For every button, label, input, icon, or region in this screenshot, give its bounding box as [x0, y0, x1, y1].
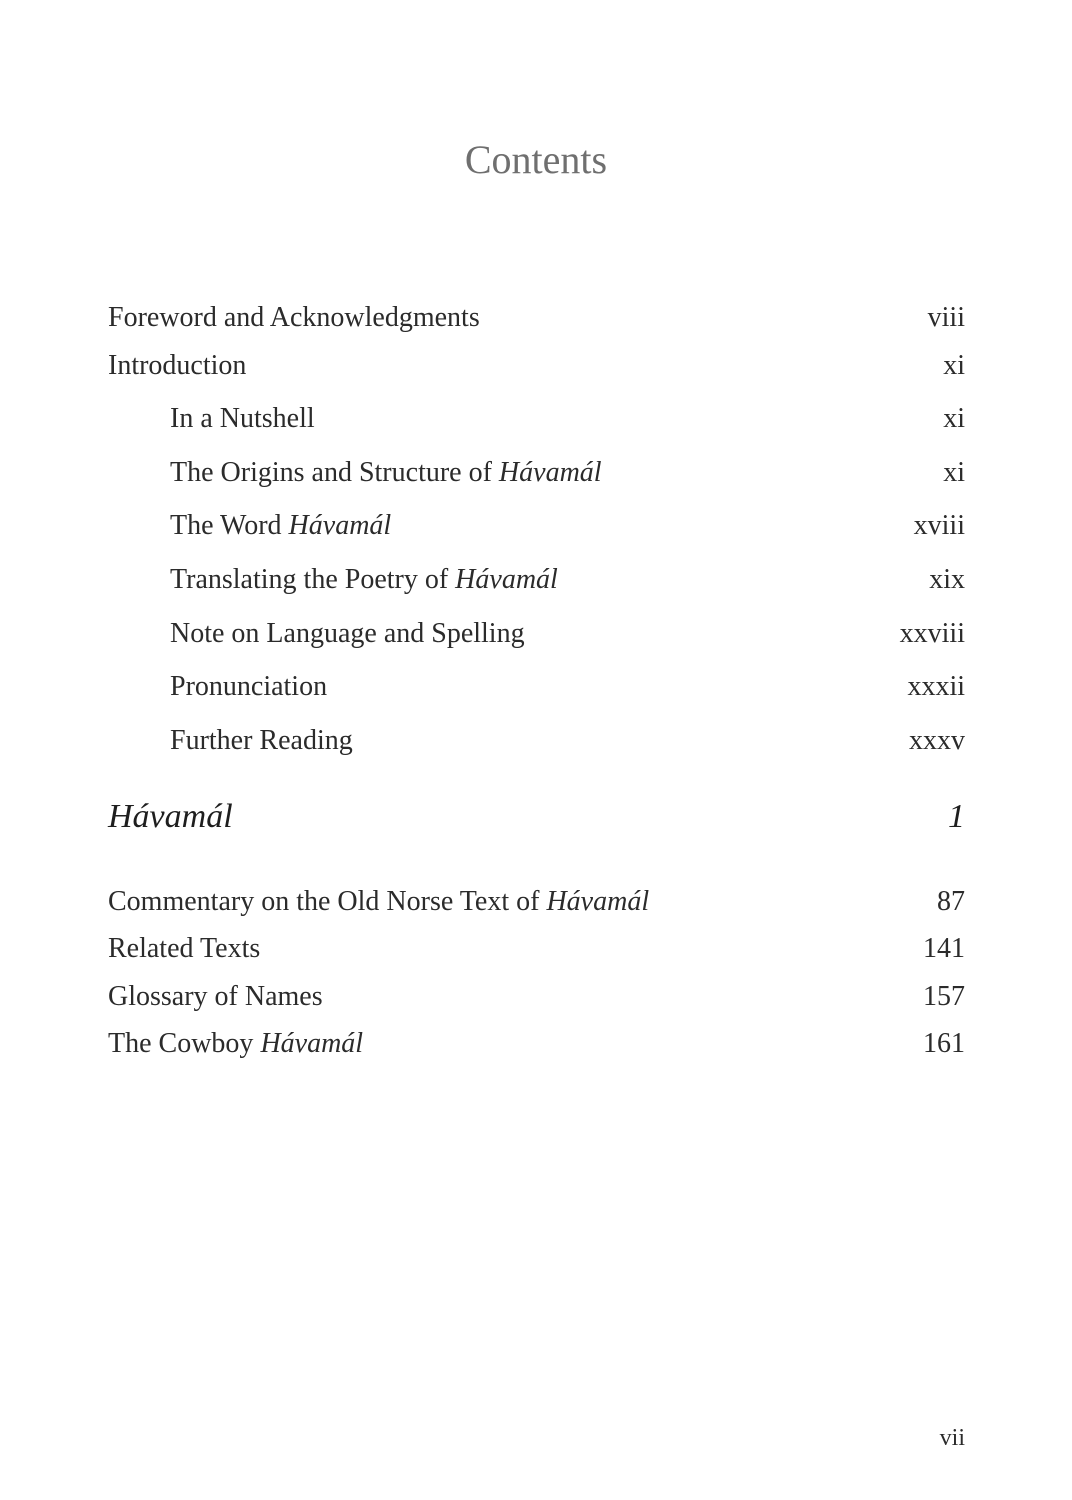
toc-entry-page-number: xviii — [913, 510, 965, 541]
toc-entry-page-number: xi — [943, 457, 965, 488]
toc-entry-page-number: xxxii — [907, 671, 965, 702]
toc-entry-introduction[interactable] — [108, 346, 965, 386]
toc-entry-label: The Cowboy Hávamál — [108, 1028, 364, 1059]
toc-entry-related-texts[interactable] — [108, 929, 965, 969]
toc-entry-page-number: 87 — [937, 886, 965, 917]
toc-entry-page-number: 141 — [923, 933, 965, 964]
toc-entry-label: Commentary on the Old Norse Text of Hávamál — [108, 886, 650, 917]
toc-entry-page-number: 157 — [923, 981, 965, 1012]
toc-entry-label: Pronunciation — [170, 671, 328, 702]
toc-entry-in-a-nutshell[interactable] — [108, 399, 965, 439]
toc-entry-pronunciation[interactable] — [108, 667, 965, 707]
toc-entry-page-number: 161 — [923, 1028, 965, 1059]
toc-entry-note-on-language[interactable] — [108, 614, 965, 654]
toc-entry-page-number: xi — [943, 350, 965, 381]
page-number-folio: vii — [939, 1425, 965, 1451]
toc-entry-label: Further Reading — [170, 725, 353, 756]
toc-entry-origins-and-structure[interactable] — [108, 453, 965, 493]
toc-entry-translating-the-poetry[interactable] — [108, 560, 965, 600]
toc-entry-label: Note on Language and Spelling — [170, 618, 525, 649]
toc-entry-the-word[interactable] — [108, 506, 965, 546]
toc-entry-havamal[interactable] — [108, 792, 965, 842]
toc-entry-cowboy-havamal[interactable] — [108, 1024, 965, 1064]
toc-entry-label: Glossary of Names — [108, 981, 323, 1012]
toc-entry-page-number: xix — [929, 564, 965, 595]
toc-entry-label: Foreword and Acknowledgments — [108, 302, 480, 333]
toc-entry-label: Introduction — [108, 350, 247, 381]
toc-entry-glossary-of-names[interactable] — [108, 977, 965, 1017]
toc-entry-page-number: viii — [927, 302, 965, 333]
toc-entry-page-number: xxxv — [909, 725, 965, 756]
toc-entry-label: In a Nutshell — [170, 403, 315, 434]
toc-entry-further-reading[interactable] — [108, 721, 965, 761]
toc-entry-page-number: xxviii — [899, 618, 965, 649]
toc-entry-label: Hávamál — [108, 798, 233, 835]
toc-entry-label: Related Texts — [108, 933, 261, 964]
toc-entry-label: Translating the Poetry of Hávamál — [170, 564, 558, 595]
toc-entry-commentary[interactable] — [108, 882, 965, 922]
toc-entry-page-number: xi — [943, 403, 965, 434]
toc-entry-foreword[interactable] — [108, 298, 965, 338]
toc-entry-label: The Origins and Structure of Hávamál — [170, 457, 602, 488]
page-title: Contents — [464, 137, 608, 182]
toc-entry-label: The Word Hávamál — [170, 510, 392, 541]
toc-entry-page-number: 1 — [948, 798, 965, 835]
